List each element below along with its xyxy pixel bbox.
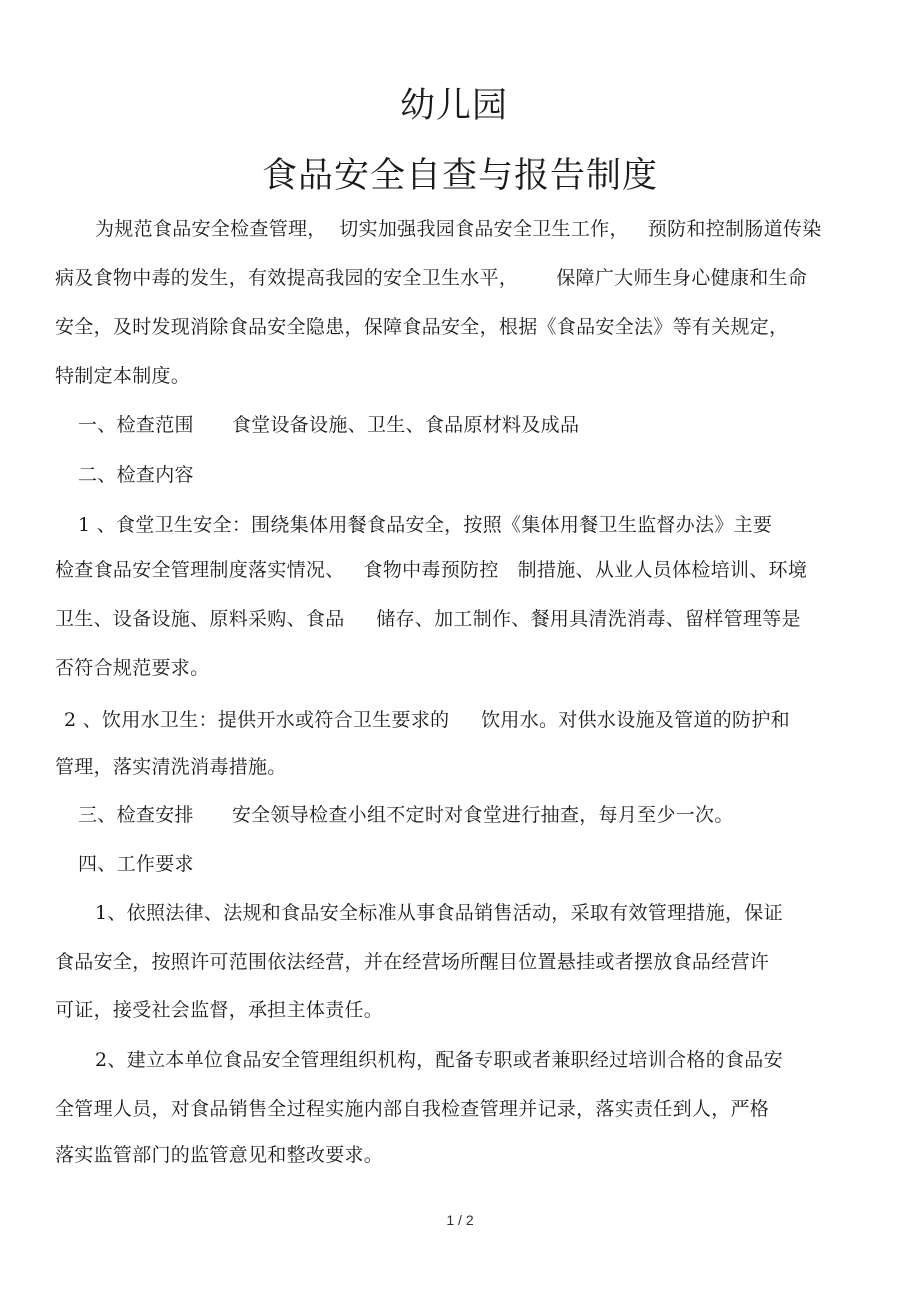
paragraph-line: 落实监管部门的监管意见和整改要求。 [55, 1144, 384, 1166]
paragraph-line: 卫生、设备设施、原料采购、食品 储存、加工制作、餐用具清洗消毒、留样管理等是 [55, 608, 801, 630]
paragraph-line: 食品安全，按照许可范围依法经营，并在经营场所醒目位置悬挂或者摆放食品经营许 [55, 951, 770, 973]
paragraph-line: 1、依照法律、法规和食品安全标准从事食品销售活动，采取有效管理措施，保证 [95, 902, 783, 924]
paragraph-line: 病及食物中毒的发生，有效提高我园的安全卫生水平， 保障广大师生身心健康和生命 [55, 267, 808, 289]
paragraph-line: 否符合规范要求。 [55, 657, 210, 679]
paragraph-line: 检查食品安全管理制度落实情况、 食物中毒预防控 制措施、从业人员体检培训、环境 [55, 559, 808, 581]
document-title-line1: 幼儿园 [399, 86, 508, 126]
document-title-line2: 食品安全自查与报告制度 [261, 156, 658, 196]
section-heading-scope: 一、检查范围 食堂设备设施、卫生、食品原材料及成品 [78, 414, 580, 436]
section-heading-content: 二、检查内容 [78, 464, 194, 486]
paragraph-line: 全管理人员，对食品销售全过程实施内部自我检查管理并记录，落实责任到人，严格 [55, 1098, 770, 1120]
paragraph-line: 为规范食品安全检查管理， 切实加强我园食品安全卫生工作， 预防和控制肠道传染 [95, 218, 822, 240]
paragraph-line: 2 、饮用水卫生：提供开水或符合卫生要求的 饮用水。对供水设施及管道的防护和 [64, 709, 790, 731]
section-heading-arrangement: 三、检查安排 安全领导检查小组不定时对食堂进行抽查，每月至少一次。 [78, 804, 734, 826]
paragraph-line: 管理，落实清洗消毒措施。 [55, 756, 287, 778]
paragraph-line: 安全，及时发现消除食品安全隐患，保障食品安全，根据《食品安全法》等有关规定， [55, 316, 789, 338]
section-heading-requirements: 四、工作要求 [78, 853, 194, 875]
paragraph-line: 特制定本制度。 [55, 365, 191, 387]
page-indicator: 1 / 2 [446, 1212, 474, 1228]
paragraph-line: 1 、食堂卫生安全：围绕集体用餐食品安全，按照《集体用餐卫生监督办法》主要 [78, 514, 773, 536]
paragraph-line: 可证，接受社会监督，承担主体责任。 [55, 999, 384, 1021]
paragraph-line: 2、建立本单位食品安全管理组织机构，配备专职或者兼职经过培训合格的食品安 [95, 1049, 783, 1071]
